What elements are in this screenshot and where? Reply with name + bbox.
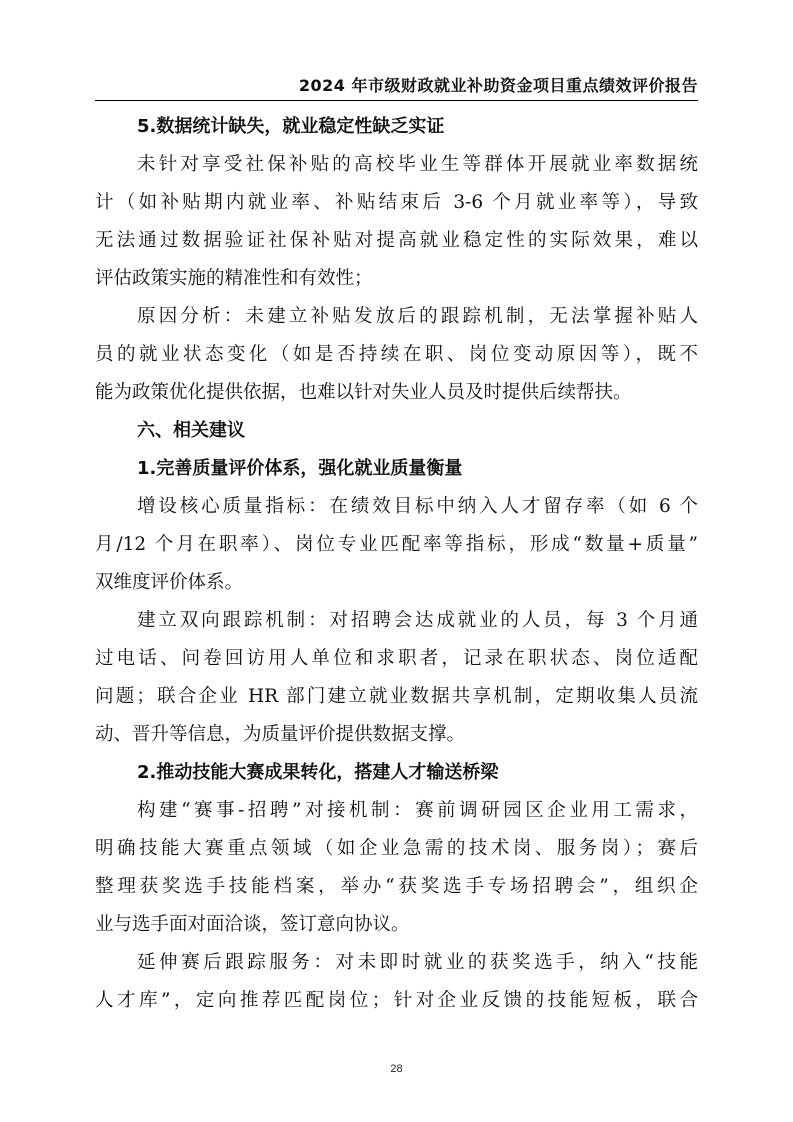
paragraph	[95, 298, 698, 412]
paragraph	[95, 146, 698, 298]
section-heading: 六、相关建议	[137, 420, 245, 441]
section-heading: 5.数据统计缺失，就业稳定性缺乏实证	[137, 116, 445, 137]
paragraph	[95, 944, 698, 1020]
paragraph-line: 员的就业状态变化（如是否持续在职、岗位变动原因等），既不	[95, 344, 698, 365]
paragraph-line: 计（如补贴期内就业率、补贴结束后 3-6 个月就业率等），导致	[95, 192, 698, 213]
paragraph-line: 问题；联合企业 HR 部门建立就业数据共享机制，定期收集人员流	[95, 686, 698, 707]
paragraph-line: 原因分析：未建立补贴发放后的跟踪机制，无法掌握补贴人	[137, 306, 698, 327]
document-body	[95, 108, 698, 1020]
paragraph-line: 明确技能大赛重点领域（如企业急需的技术岗、服务岗）；赛后	[95, 838, 698, 859]
paragraph-line: 能为政策优化提供依据，也难以针对失业人员及时提供后续帮扶。	[95, 382, 632, 403]
paragraph-line: 增设核心质量指标：在绩效目标中纳入人才留存率（如 6 个	[137, 496, 698, 517]
page-number: 28	[390, 1063, 403, 1075]
paragraph-line: 业与选手面对面洽谈，签订意向协议。	[95, 914, 410, 935]
paragraph-line: 整理获奖选手技能档案，举办“获奖选手专场招聘会”，组织企	[95, 876, 698, 897]
paragraph-line: 无法通过数据验证社保补贴对提高就业稳定性的实际效果，难以	[95, 230, 698, 251]
paragraph-line: 构建“赛事-招聘”对接机制：赛前调研园区企业用工需求，	[137, 800, 698, 821]
paragraph	[95, 792, 698, 944]
paragraph-line: 过电话、问卷回访用人单位和求职者，记录在职状态、岗位适配	[95, 648, 698, 669]
paragraph-line: 延伸赛后跟踪服务：对未即时就业的获奖选手，纳入“技能	[137, 952, 698, 973]
paragraph	[95, 602, 698, 754]
paragraph-line: 动、晋升等信息，为质量评价提供数据支撑。	[95, 724, 466, 745]
paragraph-line: 双维度评价体系。	[95, 572, 244, 593]
paragraph-line: 月/12 个月在职率）、岗位专业匹配率等指标，形成“数量+质量”	[95, 534, 698, 555]
header-title: 2024 年市级财政就业补助资金项目重点绩效评价报告	[298, 76, 698, 95]
page-header	[95, 74, 698, 101]
paragraph-line: 建立双向跟踪机制：对招聘会达成就业的人员，每 3 个月通	[137, 610, 698, 631]
section-heading: 1.完善质量评价体系，强化就业质量衡量	[137, 458, 463, 479]
paragraph-line: 未针对享受社保补贴的高校毕业生等群体开展就业率数据统	[137, 154, 698, 175]
section-heading: 2.推动技能大赛成果转化，搭建人才输送桥梁	[137, 762, 499, 783]
paragraph-line: 评估政策实施的精准性和有效性；	[95, 268, 373, 289]
paragraph-line: 人才库”，定向推荐匹配岗位；针对企业反馈的技能短板，联合	[95, 990, 698, 1011]
paragraph	[95, 488, 698, 602]
